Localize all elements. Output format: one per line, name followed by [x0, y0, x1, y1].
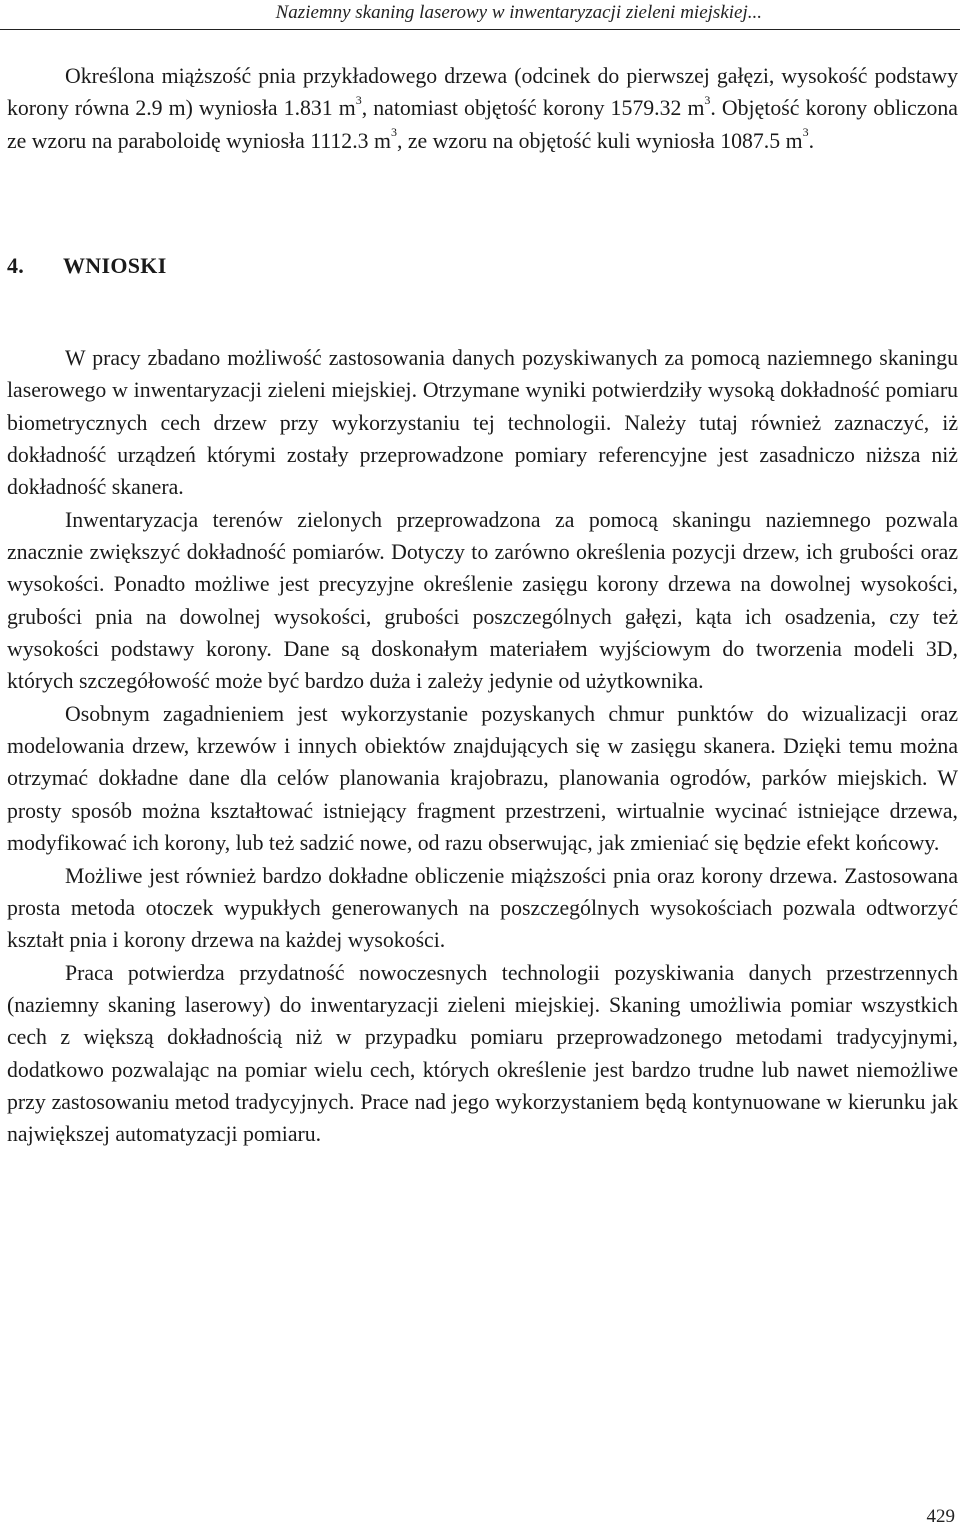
conclusion-paragraph: Osobnym zagadnieniem jest wykorzystanie pozyskanych chmur punktów do wizualizacji oraz modelowania drzew, krzewów i innych obiektów znajdujących się w zasięgu skanera. Dzięki temu można otrzymać dokładne dane dla celów planowania krajobrazu, planowania ogrodów, parków miejskich. W prosty sposób można kształtować istniejący fragment przestrzeni, wirtualnie wycinać istniejące drzewa, modyfikować ich korony, lub też sadzić nowe, od razu obserwując, jak zmieniać się będzie efekt końcowy. [7, 701, 958, 856]
superscript-3: 3 [390, 125, 397, 140]
intro-text-5: . [808, 128, 815, 153]
conclusion-paragraph: Inwentaryzacja terenów zielonych przeprowadzona za pomocą skaningu naziemnego pozwala znacznie zwiększyć dokładność pomiarów. Dotyczy to zarówno określenia pozycji drzew, ich grubości oraz wysokości. Ponadto możliwe jest precyzyjne określenie zasięgu korony drzewa na dowolnej wysokości, grubości pnia na dowolnej wysokości, grubości poszczególnych gałęzi, kąta ich osadzenia, czy też wysokości podstawy korony. Dane są doskonałym materiałem wyjściowym do tworzenia modeli 3D, których szczegółowość może być bardzo duża i zależy jedynie od użytkownika. [7, 507, 958, 694]
intro-text-1: Określona miąższość pnia przykładowego drzewa (odcinek do pierwszej gałęzi, wysokość podstawy korony równa 2.9 m) wyniosła 1.831 m [7, 64, 958, 121]
conclusion-paragraph: Możliwe jest również bardzo dokładne obliczenie miąższości pnia oraz korony drzewa. Zastosowana prosta metoda otoczek wypukłych generowanych na poszczególnych wysokościach pozwala odtworzyć kształt pnia i korony drzewa na każdej wysokości. [7, 863, 958, 953]
superscript-3: 3 [802, 125, 809, 140]
intro-paragraph [7, 60, 958, 157]
intro-text-4: , ze wzoru na objętość kuli wyniosła 1087.5 m [396, 128, 803, 153]
conclusions-body [7, 342, 958, 1151]
superscript-3: 3 [704, 93, 711, 108]
conclusion-paragraph: Praca potwierdza przydatność nowoczesnych technologii pozyskiwania danych przestrzennych (naziemny skaning laserowy) do inwentaryzacji zieleni miejskiej. Skaning umożliwia pomiar wszystkich cech z większą dokładnością niż w przypadku pomiaru przeprowadzonego metodami tradycyjnymi, dodatkowo pozwalając na pomiar wielu cech, których określenie jest bardzo trudne lub nawet niemożliwe przy zastosowaniu metod tradycyjnych. Prace nad jego wykorzystaniem będą kontynuowane w kierunku jak największej automatyzacji pomiaru. [7, 960, 958, 1147]
section-heading [7, 253, 167, 279]
intro-section [7, 60, 958, 157]
running-header [0, 0, 960, 30]
running-title: Naziemny skaning laserowy w inwentaryzacji zieleni miejskiej... [275, 2, 762, 23]
section-title: WNIOSKI [63, 253, 167, 278]
conclusion-paragraph: W pracy zbadano możliwość zastosowania danych pozyskiwanych za pomocą naziemnego skaningu laserowego w inwentaryzacji zieleni miejskiej. Otrzymane wyniki potwierdziły wysoką dokładność pomiaru biometrycznych cech drzew przy wykorzystaniu tej technologii. Należy tutaj również zaznaczyć, iż dokładność urządzeń którymi zostały przeprowadzone pomiary referencyjne jest zasadniczo niższa niż dokładność skanera. [7, 346, 958, 500]
superscript-3: 3 [355, 93, 362, 108]
intro-text-2: , natomiast objętość korony 1579.32 m [361, 96, 705, 121]
page-number: 429 [926, 1506, 955, 1527]
section-number: 4. [7, 253, 25, 278]
intro-text-3: . Objętość korony obliczona ze wzoru na paraboloidę wyniosła 1112.3 m [7, 96, 958, 153]
